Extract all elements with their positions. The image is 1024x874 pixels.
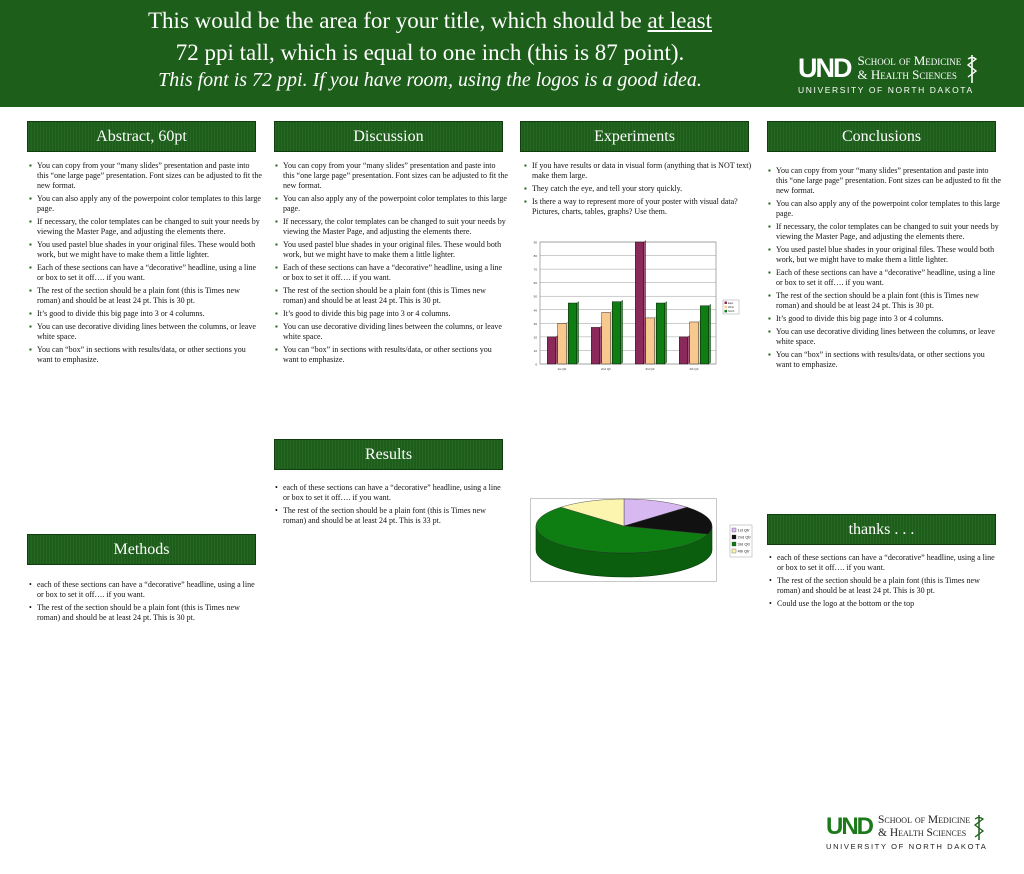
thanks-list <box>768 553 1003 612</box>
x-tick-label: 4th Qtr <box>689 367 699 371</box>
bar-side <box>709 304 711 364</box>
logo-und-text: UND <box>798 53 851 83</box>
x-tick-label: 3rd Qtr <box>645 367 655 371</box>
title-line-1 <box>60 8 800 34</box>
bar <box>690 322 699 364</box>
conclusions-heading: Conclusions <box>767 121 996 152</box>
bar-side <box>654 316 656 364</box>
pie-legend-label: 3rd Qtr <box>737 541 750 547</box>
list-item: • each of these sections can have a “decorative” headline, using a line or box to set it off…. if you want. <box>37 580 263 600</box>
list-item: ▪ It’s good to divide this big page into 3 or 4 columns. <box>37 309 263 319</box>
y-tick-label: 10 <box>533 348 537 353</box>
pie-legend-swatch <box>732 549 736 553</box>
list-item: ▪ If necessary, the color templates can be changed to suit your needs by viewing the Master Page, and adjusting the elements there. <box>283 217 509 237</box>
list-item: ▪ You used pastel blue shades in your original files. These would both work, but we might have to make them a little lighter. <box>776 245 1002 265</box>
y-tick-label: 50 <box>533 294 537 299</box>
title-line-1-text: This would be the area for your title, which should be <box>148 8 648 33</box>
list-item: ▪ You can copy from your “many slides” presentation and paste into this “one large page” presentation. Font sizes can be adjusted to fit the new format. <box>776 166 1002 196</box>
bar-side <box>698 320 700 364</box>
methods-list <box>28 580 263 626</box>
list-item: ▪ You can also apply any of the powerpoint color templates to this large page. <box>776 199 1002 219</box>
bar <box>591 327 600 364</box>
und-logo-top <box>798 50 998 98</box>
y-tick-label: 30 <box>533 321 537 326</box>
list-item: ▪ You can use decorative dividing lines between the columns, or leave white space. <box>283 322 509 342</box>
list-item: ▪ Each of these sections can have a “decorative” headline, using a line or box to set it off…. if you want. <box>776 268 1002 288</box>
list-item: • The rest of the section should be a plain font (this is Times new roman) and should be at least 24 pt. This is 30 pt. <box>37 603 263 623</box>
bar <box>558 323 567 364</box>
bar-chart <box>526 236 756 376</box>
list-item: ▪ You can copy from your “many slides” presentation and paste into this “one large page” presentation. Font sizes can be adjusted to fit the new format. <box>283 161 509 191</box>
caduceus-icon <box>973 814 985 840</box>
list-item: ▪ The rest of the section should be a plain font (this is Times new roman) and should be at least 24 pt. This is 30 pt. <box>37 286 263 306</box>
list-item: ▪ You can use decorative dividing lines between the columns, or leave white space. <box>37 322 263 342</box>
x-tick-label: 2nd Qtr <box>600 367 612 371</box>
list-item: ▪ You can “box” in sections with results/data, or other sections you want to emphasize. <box>37 345 263 365</box>
bar-side <box>644 241 646 365</box>
title-line-2: 72 ppi tall, which is equal to one inch (this is 87 point). <box>175 40 685 65</box>
results-heading: Results <box>274 439 503 470</box>
caduceus-icon <box>965 53 979 83</box>
list-item: ▪ If you have results or data in visual form (anything that is NOT text) make them large. <box>532 161 754 181</box>
list-item: ▪ Is there a way to represent more of your poster with visual data? Pictures, charts, tables, graphs? Use them. <box>532 197 754 217</box>
poster-header <box>0 0 1024 107</box>
pie-legend-swatch <box>732 528 736 532</box>
logo-school-line2-bottom: & Health Sciences <box>878 826 967 839</box>
logo-university-bottom: UNIVERSITY OF NORTH DAKOTA <box>826 841 988 851</box>
list-item: ▪ You used pastel blue shades in your original files. These would both work, but we might have to make them a little lighter. <box>37 240 263 260</box>
list-item: ▪ If necessary, the color templates can be changed to suit your needs by viewing the Master Page, and adjusting the elements there. <box>37 217 263 237</box>
logo-und-text-bottom: UND <box>826 813 872 840</box>
list-item: ▪ It’s good to divide this big page into 3 or 4 columns. <box>776 314 1002 324</box>
results-list <box>274 483 509 529</box>
y-tick-label: 0 <box>535 362 537 367</box>
bar <box>700 306 709 364</box>
thanks-heading: thanks . . . <box>767 514 996 545</box>
bar <box>612 302 621 364</box>
list-item: ▪ You can also apply any of the powerpoint color templates to this large page. <box>283 194 509 214</box>
list-item: • Could use the logo at the bottom or the top <box>777 599 1003 609</box>
bar <box>635 242 644 364</box>
legend-label: North <box>728 310 735 314</box>
legend-swatch <box>725 302 728 305</box>
bar <box>679 337 688 364</box>
bar <box>568 303 577 364</box>
x-tick-label: 1st Qtr <box>557 367 567 371</box>
list-item: ▪ The rest of the section should be a plain font (this is Times new roman) and should be at least 24 pt. This is 30 pt. <box>776 291 1002 311</box>
bar-side <box>566 322 568 364</box>
y-tick-label: 70 <box>533 267 537 272</box>
legend-swatch <box>725 306 728 309</box>
pie-legend-swatch <box>732 535 736 539</box>
y-tick-label: 20 <box>533 335 537 340</box>
pie-legend-label: 1st Qtr <box>737 527 750 533</box>
bar-side <box>556 335 558 364</box>
experiments-list <box>523 161 754 220</box>
bar <box>547 337 556 364</box>
legend-label: East <box>728 301 734 305</box>
list-item: • The rest of the section should be a plain font (this is Times new roman) and should be at least 24 pt. This is 33 pt. <box>283 506 509 526</box>
list-item: ▪ If necessary, the color templates can be changed to suit your needs by viewing the Master Page, and adjusting the elements there. <box>776 222 1002 242</box>
discussion-heading: Discussion <box>274 121 503 152</box>
discussion-list <box>274 161 509 368</box>
bar <box>646 318 655 364</box>
conclusions-list <box>767 166 1002 373</box>
list-item: ▪ You can copy from your “many slides” presentation and paste into this “one large page” presentation. Font sizes can be adjusted to fit the new format. <box>37 161 263 191</box>
y-tick-label: 80 <box>533 254 537 259</box>
logo-school-line1-bottom: School of Medicine <box>878 814 971 827</box>
methods-heading: Methods <box>27 534 256 565</box>
y-tick-label: 60 <box>533 281 537 286</box>
logo-school-line1: School of Medicine <box>857 53 962 69</box>
bar-side <box>621 300 623 364</box>
bar-side <box>610 311 612 364</box>
bar-side <box>688 335 690 364</box>
y-tick-label: 90 <box>533 240 537 245</box>
list-item: ▪ You can “box” in sections with results/data, or other sections you want to emphasize. <box>776 350 1002 370</box>
bar-side <box>600 326 602 364</box>
abstract-heading: Abstract, 60pt <box>27 121 256 152</box>
title-line-1-underlined: at least <box>647 8 712 33</box>
logo-school-line2: & Health Sciences <box>857 67 957 82</box>
y-tick-label: 40 <box>533 308 537 313</box>
list-item: ▪ It’s good to divide this big page into 3 or 4 columns. <box>283 309 509 319</box>
list-item: • each of these sections can have a “decorative” headline, using a line or box to set it off…. if you want. <box>777 553 1003 573</box>
und-logo-bottom <box>826 812 996 852</box>
list-item: ▪ Each of these sections can have a “decorative” headline, using a line or box to set it off…. if you want. <box>283 263 509 283</box>
list-item: ▪ You can also apply any of the powerpoint color templates to this large page. <box>37 194 263 214</box>
title-line-3: This font is 72 ppi. If you have room, using the logos is a good idea. <box>158 69 702 91</box>
experiments-heading: Experiments <box>520 121 749 152</box>
list-item: ▪ You used pastel blue shades in your original files. These would both work, but we might have to make them a little lighter. <box>283 240 509 260</box>
legend-label: West <box>728 306 734 309</box>
pie-chart <box>530 498 758 584</box>
pie-legend-swatch <box>732 542 736 546</box>
list-item: • The rest of the section should be a plain font (this is Times new roman) and should be at least 24 pt. This is 30 pt. <box>777 576 1003 596</box>
logo-university: UNIVERSITY OF NORTH DAKOTA <box>798 85 974 95</box>
list-item: ▪ The rest of the section should be a plain font (this is Times new roman) and should be at least 24 pt. This is 30 pt. <box>283 286 509 306</box>
list-item: ▪ They catch the eye, and tell your story quickly. <box>532 184 754 194</box>
bar-side <box>665 302 667 365</box>
legend-swatch <box>725 310 728 313</box>
list-item: ▪ You can use decorative dividing lines between the columns, or leave white space. <box>776 327 1002 347</box>
pie-legend-label: 4th Qtr <box>737 548 750 554</box>
list-item: • each of these sections can have a “decorative” headline, using a line or box to set it off…. if you want. <box>283 483 509 503</box>
list-item: ▪ You can “box” in sections with results/data, or other sections you want to emphasize. <box>283 345 509 365</box>
bar <box>602 312 611 364</box>
bar-side <box>577 302 579 365</box>
list-item: ▪ Each of these sections can have a “decorative” headline, using a line or box to set it off…. if you want. <box>37 263 263 283</box>
pie-legend-label: 2nd Qtr <box>737 534 751 540</box>
bar <box>656 303 665 364</box>
abstract-list <box>28 161 263 368</box>
